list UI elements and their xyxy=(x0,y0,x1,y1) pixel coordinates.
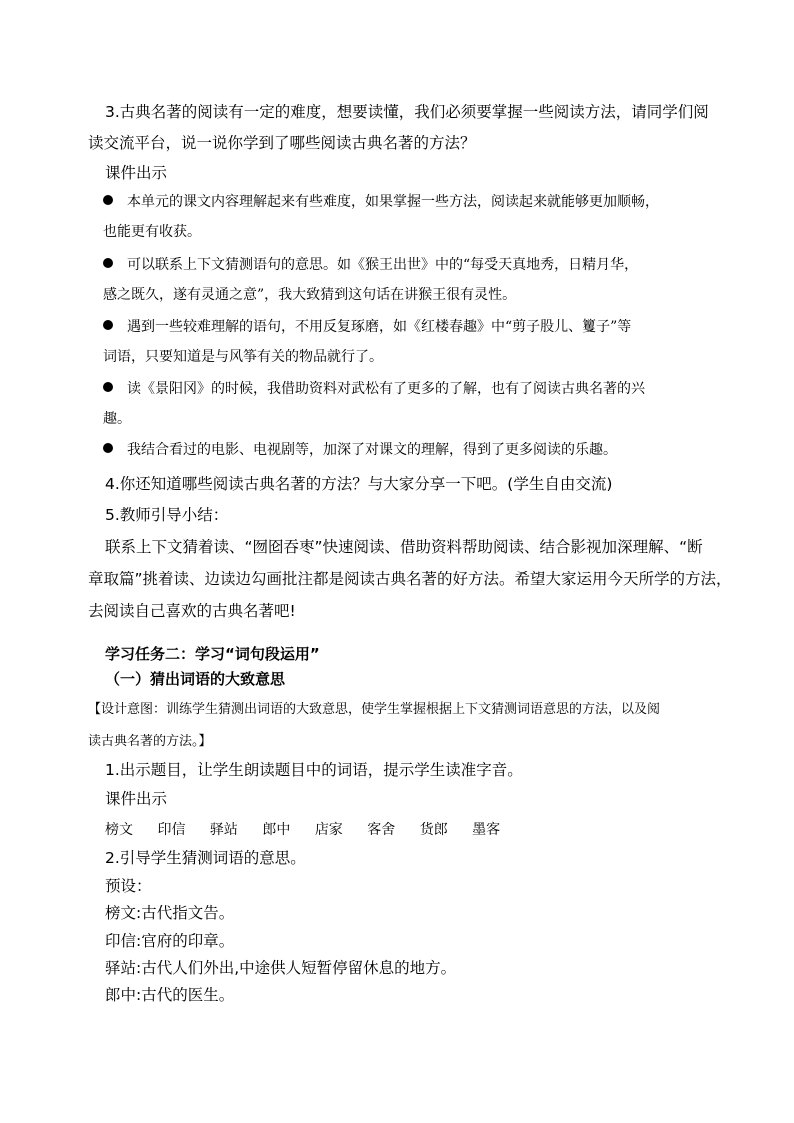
vocabulary-word: 货郎 xyxy=(419,822,448,838)
bullet-dot-icon xyxy=(103,320,113,330)
bullet-text: 遇到一些较难理解的语句，不用反复琢磨，如《红楼春趣》中“剪子股儿、籰子”等 xyxy=(127,319,632,335)
bullet-item-3-line-1 xyxy=(103,320,631,334)
bullet-item-4-line-2: 趣。 xyxy=(103,411,131,427)
vocabulary-word: 印信 xyxy=(157,822,186,838)
definition-item: 驿站:古代人们外出,中途供人短暂停留休息的地方。 xyxy=(105,959,457,977)
bullet-item-1-line-1 xyxy=(103,195,659,209)
bullet-text: 读《景阳冈》的时候，我借助资料对武松有了更多的了解，也有了阅读古典名著的兴 xyxy=(127,381,645,397)
summary-line-1: 联系上下文猜着读、“囫囵吞枣”快速阅读、借助资料帮助阅读、结合影视加深理解、“断 xyxy=(105,538,703,556)
bullet-item-2-line-2: 感之既久，遂有灵通之意”，我大致猜到这句话在讲猴王很有灵性。 xyxy=(103,287,517,303)
definition-item: 郎中:古代的医生。 xyxy=(105,986,235,1004)
summary-line-3: 去阅读自己喜欢的古典名著吧! xyxy=(88,602,296,620)
definition-item: 榜文:古代指文告。 xyxy=(105,904,235,922)
subsection-1-heading: （一）猜出词语的大致意思 xyxy=(105,670,286,688)
step-2: 2.引导学生猜测词语的意思。 xyxy=(105,849,306,867)
vocabulary-word-list xyxy=(105,823,520,837)
task-2-heading: 学习任务二：学习“词句段运用” xyxy=(105,645,320,663)
bullet-dot-icon xyxy=(103,258,113,268)
bullet-text: 我结合看过的电影、电视剧等，加深了对课文的理解，得到了更多阅读的乐趣。 xyxy=(127,442,617,458)
vocabulary-word: 墨客 xyxy=(472,822,501,838)
courseware-label-2: 课件出示 xyxy=(105,790,168,808)
question-5: 5.教师引导小结： xyxy=(105,506,229,524)
vocabulary-word: 驿站 xyxy=(209,822,238,838)
bullet-text: 本单元的课文内容理解起来有些难度，如果掌握一些方法，阅读起来就能够更加顺畅， xyxy=(127,194,659,210)
vocabulary-word: 客舍 xyxy=(367,822,396,838)
courseware-label: 课件出示 xyxy=(105,164,168,182)
step-1: 1.出示题目，让学生朗读题目中的词语，提示学生读准字音。 xyxy=(105,761,523,779)
vocabulary-word: 榜文 xyxy=(105,822,133,838)
bullet-item-4-line-1 xyxy=(103,382,645,396)
summary-line-2: 章取篇”挑着读、边读边勾画批注都是阅读古典名著的好方法。希望大家运用今天所学的方法， xyxy=(88,570,732,588)
bullet-item-2-line-1 xyxy=(103,258,638,272)
preset-label: 预设： xyxy=(105,877,152,895)
bullet-dot-icon xyxy=(103,443,113,453)
design-intent-line-2: 读古典名著的方法。】 xyxy=(88,734,212,749)
question-4: 4.你还知道哪些阅读古典名著的方法？与大家分享一下吧。(学生自由交流) xyxy=(105,475,613,493)
vocabulary-word: 郎中 xyxy=(262,822,291,838)
vocabulary-word: 店家 xyxy=(314,822,343,838)
bullet-item-5-line-1 xyxy=(103,443,617,457)
design-intent-line-1: 【设计意图：训练学生猜测出词语的大致意思，使学生掌握根据上下文猜测词语意思的方法，以及阅 xyxy=(88,702,661,717)
definition-item: 印信:官府的印章。 xyxy=(105,932,235,950)
question-3-line-1: 3.古典名著的阅读有一定的难度，想要读懂，我们必须要掌握一些阅读方法，请同学们阅 xyxy=(105,103,709,121)
bullet-item-1-line-2: 也能更有收获。 xyxy=(103,224,201,240)
bullet-text: 可以联系上下文猜测语句的意思。如《猴王出世》中的“每受天真地秀，日精月华， xyxy=(127,257,639,273)
bullet-item-3-line-2: 词语，只要知道是与风筝有关的物品就行了。 xyxy=(103,349,383,365)
question-3-line-2: 读交流平台，说一说你学到了哪些阅读古典名著的方法？ xyxy=(88,134,476,152)
bullet-dot-icon xyxy=(103,382,113,392)
bullet-dot-icon xyxy=(103,195,113,205)
